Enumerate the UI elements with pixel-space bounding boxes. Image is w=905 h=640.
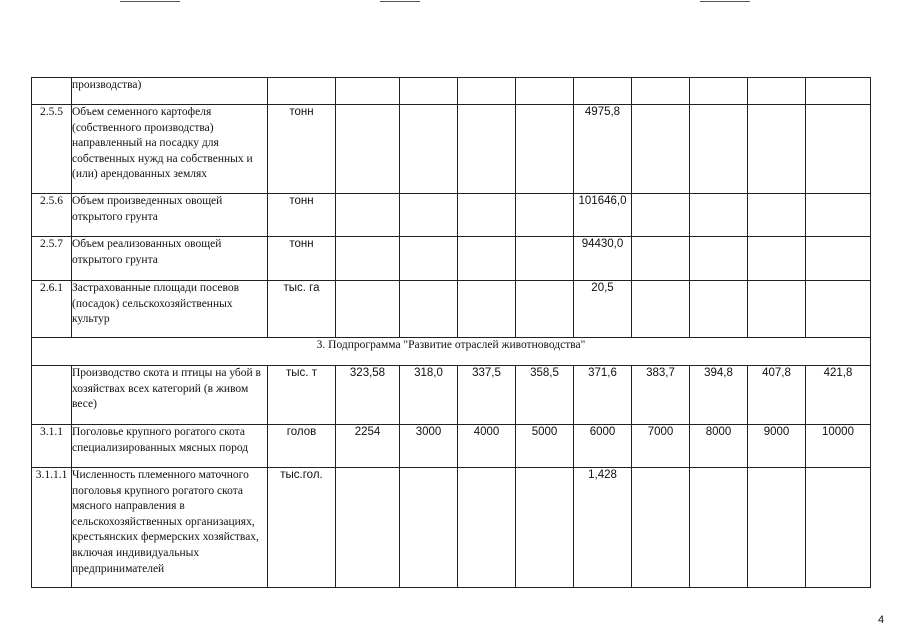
value-cell (748, 281, 806, 338)
value-cell (748, 194, 806, 237)
value-cell (400, 237, 458, 281)
value-cell (806, 194, 871, 237)
value-cell (458, 194, 516, 237)
value-cell (516, 78, 574, 105)
page-number: 4 (878, 614, 885, 626)
value-cell (690, 281, 748, 338)
value-cell: 7000 (632, 425, 690, 468)
indicator-name: Объем семенного картофеля (собственного производства) направленный на посадку для собственных нужд на собственных и (или) арендованных землях (72, 105, 268, 194)
table-row (32, 468, 871, 588)
value-cell: 4975,8 (574, 105, 632, 194)
value-cell: 383,7 (632, 366, 690, 425)
value-cell: 5000 (516, 425, 574, 468)
value-cell: 20,5 (574, 281, 632, 338)
value-cell (690, 237, 748, 281)
value-cell (748, 105, 806, 194)
value-cell: 421,8 (806, 366, 871, 425)
table-row (32, 78, 871, 105)
value-cell (458, 78, 516, 105)
indicator-name: Численность племенного маточного поголовья крупного рогатого скота мясного направления в сельскохозяйственных организациях, крестьянских фермерских хозяйствах, включая индивидуальных предпринимателей (72, 468, 268, 588)
value-cell: 9000 (748, 425, 806, 468)
value-cell (690, 105, 748, 194)
value-cell (516, 105, 574, 194)
value-cell: 318,0 (400, 366, 458, 425)
value-cell (574, 78, 632, 105)
value-cell: 2254 (336, 425, 400, 468)
indicators-table (31, 77, 871, 588)
value-cell (806, 468, 871, 588)
value-cell (400, 468, 458, 588)
unit-cell: тыс. га (268, 281, 336, 338)
unit-cell: тонн (268, 237, 336, 281)
value-cell: 323,58 (336, 366, 400, 425)
row-number: 2.6.1 (32, 281, 72, 338)
scan-artifact-line (700, 1, 750, 2)
table-row (32, 281, 871, 338)
row-number: 3.1.1 (32, 425, 72, 468)
scan-artifact-line (120, 1, 180, 2)
value-cell (632, 281, 690, 338)
unit-cell: голов (268, 425, 336, 468)
value-cell (806, 78, 871, 105)
value-cell: 394,8 (690, 366, 748, 425)
table-row (32, 194, 871, 237)
value-cell: 3000 (400, 425, 458, 468)
indicator-name: производства) (72, 78, 268, 105)
value-cell (400, 281, 458, 338)
value-cell (632, 468, 690, 588)
value-cell: 407,8 (748, 366, 806, 425)
value-cell: 1,428 (574, 468, 632, 588)
value-cell (458, 281, 516, 338)
value-cell (806, 237, 871, 281)
value-cell (400, 78, 458, 105)
value-cell (336, 468, 400, 588)
table-row (32, 105, 871, 194)
indicator-name: Поголовье крупного рогатого скота специализированных мясных пород (72, 425, 268, 468)
value-cell: 10000 (806, 425, 871, 468)
unit-cell (268, 78, 336, 105)
value-cell (400, 194, 458, 237)
value-cell (336, 194, 400, 237)
value-cell: 8000 (690, 425, 748, 468)
unit-cell: тыс. т (268, 366, 336, 425)
value-cell (458, 468, 516, 588)
unit-cell: тонн (268, 194, 336, 237)
value-cell: 371,6 (574, 366, 632, 425)
scan-artifact-line (380, 1, 420, 2)
value-cell: 6000 (574, 425, 632, 468)
table-row (32, 425, 871, 468)
value-cell (336, 78, 400, 105)
value-cell (336, 237, 400, 281)
unit-cell: тонн (268, 105, 336, 194)
value-cell: 4000 (458, 425, 516, 468)
value-cell (632, 194, 690, 237)
row-number: 2.5.7 (32, 237, 72, 281)
value-cell: 358,5 (516, 366, 574, 425)
table-row (32, 366, 871, 425)
indicator-name: Объем произведенных овощей открытого грунта (72, 194, 268, 237)
value-cell (336, 281, 400, 338)
value-cell (458, 237, 516, 281)
value-cell (632, 105, 690, 194)
row-number (32, 366, 72, 425)
unit-cell: тыс.гол. (268, 468, 336, 588)
value-cell (516, 468, 574, 588)
value-cell (458, 105, 516, 194)
value-cell (516, 237, 574, 281)
value-cell (690, 78, 748, 105)
indicator-name: Объем реализованных овощей открытого грунта (72, 237, 268, 281)
indicator-name: Производство скота и птицы на убой в хозяйствах всех категорий (в живом весе) (72, 366, 268, 425)
value-cell (632, 237, 690, 281)
value-cell: 94430,0 (574, 237, 632, 281)
row-number: 3.1.1.1 (32, 468, 72, 588)
section-row (32, 338, 871, 366)
indicator-name: Застрахованные площади посевов (посадок) сельскохозяйственных культур (72, 281, 268, 338)
value-cell: 337,5 (458, 366, 516, 425)
value-cell (806, 281, 871, 338)
value-cell (748, 237, 806, 281)
section-heading: 3. Подпрограмма "Развитие отраслей животноводства" (32, 338, 871, 366)
value-cell (748, 78, 806, 105)
row-number: 2.5.5 (32, 105, 72, 194)
value-cell: 101646,0 (574, 194, 632, 237)
table-row (32, 237, 871, 281)
value-cell (690, 468, 748, 588)
value-cell (400, 105, 458, 194)
value-cell (632, 78, 690, 105)
value-cell (516, 194, 574, 237)
value-cell (690, 194, 748, 237)
value-cell (806, 105, 871, 194)
value-cell (336, 105, 400, 194)
value-cell (748, 468, 806, 588)
row-number: 2.5.6 (32, 194, 72, 237)
row-number (32, 78, 72, 105)
value-cell (516, 281, 574, 338)
